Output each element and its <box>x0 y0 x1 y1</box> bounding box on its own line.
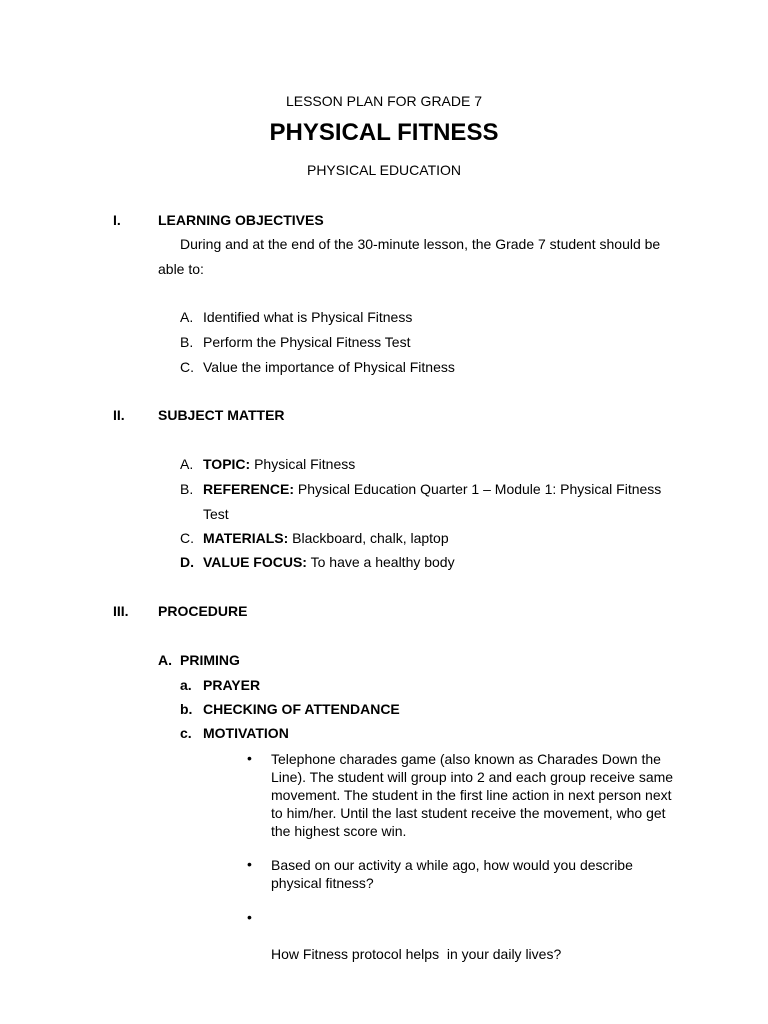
bullet-describe-fitness <box>271 856 691 892</box>
bullet-line: physical fitness? <box>271 875 374 891</box>
bullet-symbol: • <box>247 909 252 925</box>
bullet-symbol: • <box>247 750 252 766</box>
procedure-marker-a: a. <box>180 677 192 693</box>
value-focus-value: To have a healthy body <box>306 554 455 570</box>
topic-value: Physical Fitness <box>250 456 356 472</box>
subject-marker-d: D. <box>180 554 194 570</box>
section-2-heading: SUBJECT MATTER <box>158 407 285 423</box>
subject-item-reference <box>203 481 661 497</box>
priming-heading: PRIMING <box>180 652 240 668</box>
objective-marker-c: C. <box>180 359 194 375</box>
bullet-line: How Fitness protocol helps in your daily lives? <box>271 946 562 962</box>
bullet-line: the highest score win. <box>271 823 407 839</box>
objective-item-c: Value the importance of Physical Fitness <box>203 359 455 375</box>
value-focus-label: VALUE FOCUS: <box>203 554 307 570</box>
objective-item-a: Identified what is Physical Fitness <box>203 309 413 325</box>
objectives-intro-line-2: able to: <box>158 261 204 277</box>
materials-value: Blackboard, chalk, laptop <box>288 530 449 546</box>
reference-value: Physical Education Quarter 1 – Module 1: Physical Fitness <box>294 481 662 497</box>
subject-marker-a: A. <box>180 456 194 472</box>
page-title: PHYSICAL FITNESS <box>269 119 499 146</box>
objective-marker-a: A. <box>180 309 194 325</box>
subject-marker-b: B. <box>180 481 194 497</box>
subject-label: PHYSICAL EDUCATION <box>306 162 462 178</box>
section-2-numeral: II. <box>113 407 125 423</box>
procedure-item-motivation: MOTIVATION <box>203 725 289 741</box>
objectives-intro-line-1: During and at the end of the 30-minute lesson, the Grade 7 student should be <box>180 236 661 252</box>
bullet-line: Line). The student will group into 2 and each group receive same <box>271 769 674 785</box>
materials-label: MATERIALS: <box>203 530 289 546</box>
bullet-line: to him/her. Until the last student receive the movement, who get <box>271 805 666 821</box>
lesson-plan-subtitle: LESSON PLAN FOR GRADE 7 <box>285 93 483 109</box>
bullet-line: Based on our activity a while ago, how would you describe <box>271 857 633 873</box>
bullet-fitness-protocol <box>271 909 691 981</box>
bullet-line: Telephone charades game (also known as Charades Down the <box>271 751 661 767</box>
subject-item-value-focus <box>203 554 455 570</box>
objective-marker-b: B. <box>180 334 194 350</box>
section-3-heading: PROCEDURE <box>158 603 248 619</box>
procedure-item-attendance: CHECKING OF ATTENDANCE <box>203 701 400 717</box>
procedure-item-prayer: PRAYER <box>203 677 261 693</box>
bullet-symbol: • <box>247 856 252 872</box>
procedure-marker-c: c. <box>180 725 192 741</box>
subject-marker-c: C. <box>180 530 194 546</box>
bullet-charades <box>271 750 691 840</box>
subject-item-materials <box>203 530 449 546</box>
objective-item-b: Perform the Physical Fitness Test <box>203 334 411 350</box>
bullet-line: movement. The student in the first line action in next person next <box>271 787 672 803</box>
topic-label: TOPIC: <box>203 456 251 472</box>
reference-label: REFERENCE: <box>203 481 295 497</box>
subject-item-topic <box>203 456 355 472</box>
reference-continuation: Test <box>203 506 229 522</box>
priming-marker: A. <box>158 652 172 668</box>
procedure-marker-b: b. <box>180 701 193 717</box>
section-1-heading: LEARNING OBJECTIVES <box>158 212 324 228</box>
section-1-numeral: I. <box>113 212 121 228</box>
section-3-numeral: III. <box>113 603 129 619</box>
